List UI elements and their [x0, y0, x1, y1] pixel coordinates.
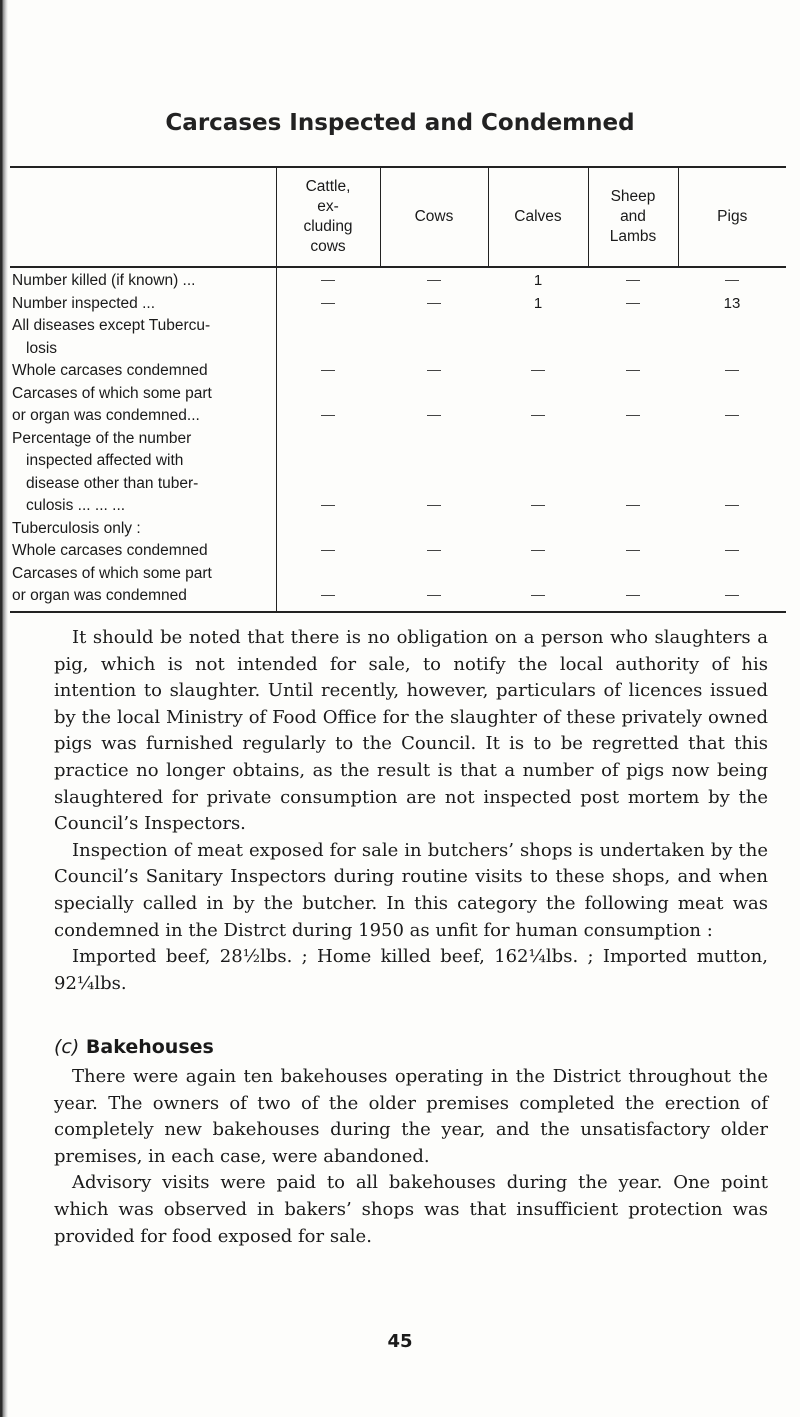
cell-value: [380, 428, 488, 518]
column-header: Sheep and Lambs: [588, 167, 678, 267]
inspection-table: [10, 166, 786, 613]
cell-value: [380, 383, 488, 428]
table-row: [10, 360, 786, 383]
row-label: Carcases of which some part or organ was condemned: [10, 563, 276, 612]
cell-value: [276, 540, 380, 563]
cell-value: [678, 315, 786, 360]
cell-value: [678, 428, 786, 518]
row-label: Carcases of which some part or organ was condemned...: [12, 384, 212, 424]
cell-value: [380, 293, 488, 316]
table-row: [10, 428, 786, 518]
cell-value: [488, 540, 588, 563]
paragraph: There were again ten bakehouses operating in the District throughout the year. The owners of two of the older premises completed the erection of completely new bakehouses during the year, and the unsatisfactory older premises, in each case, were abandoned.: [54, 1066, 768, 1167]
cell-value: [276, 518, 380, 541]
cell-value: [276, 315, 380, 360]
cell-value: [380, 267, 488, 293]
row-label: Whole carcases condemned: [12, 542, 208, 559]
cell-value: [380, 563, 488, 612]
cell-value: [588, 267, 678, 293]
paragraph: It should be noted that there is no obligation on a person who slaughters a pig, which is not intended for sale, to notify the local authority of his intention to slaughter. Until recently, however, particulars of licences issued by the local Ministry of Food Office for the slaughter of these privately owned pigs was furnished regularly to the Council. It is to be regretted that this practice no longer obtains, as the result is that a number of pigs now being slaughtered for private consumption are not inspected post mortem by the Council’s Inspectors.: [54, 627, 768, 835]
cell-value: [488, 428, 588, 518]
cell-value: [380, 360, 488, 383]
cell-value: [588, 540, 678, 563]
cell-value: [488, 383, 588, 428]
cell-value: [380, 518, 488, 541]
cell-value: [678, 383, 786, 428]
row-label: Number inspected ...: [12, 294, 156, 312]
cell-value: [588, 360, 678, 383]
row-label: Number killed (if known) ...: [12, 272, 196, 289]
bakehouses-paragraphs: [54, 1064, 768, 1250]
page-title: Carcases Inspected and Condemned: [165, 110, 635, 136]
page-number: 45: [387, 1331, 413, 1352]
cell-value: [678, 360, 786, 383]
cell-value: [678, 563, 786, 612]
table-row: [10, 315, 786, 360]
paragraph: Advisory visits were paid to all bakehouses during the year. One point which was observed in bakers’ shops was that insufficient protection was provided for food exposed for sale.: [54, 1172, 768, 1247]
body-paragraphs: [54, 625, 768, 997]
cell-value: [276, 383, 380, 428]
cell-value: [380, 315, 488, 360]
cell-value: [588, 563, 678, 612]
cell-value: [678, 267, 786, 293]
cell-value: [488, 360, 588, 383]
cell-value: [488, 563, 588, 612]
cell-value: [276, 428, 380, 518]
column-header: Cattle, ex- cluding cows: [276, 167, 380, 267]
column-header: Calves: [488, 167, 588, 267]
cell-value: [276, 360, 380, 383]
column-header: Cows: [380, 167, 488, 267]
cell-value: [588, 293, 678, 316]
cell-value: [588, 428, 678, 518]
cell-value: [276, 267, 380, 293]
cell-value: [678, 518, 786, 541]
cell-value: 13: [723, 294, 741, 312]
row-label: Whole carcases condemned: [12, 362, 208, 379]
table-row: [10, 267, 786, 293]
row-label: Percentage of the number inspected affected with disease other than tuber- culosis ... ... ...: [12, 429, 199, 514]
paragraph: Inspection of meat exposed for sale in butchers’ shops is undertaken by the Council’s Sanitary Inspectors during routine visits to these shops, and when specially called in by the butcher. In this category the following meat was condemned in the Distrct during 1950 as unfit for human consumption :: [54, 839, 768, 941]
cell-value: [380, 540, 488, 563]
column-header: Pigs: [678, 167, 786, 267]
table-row: [10, 518, 786, 541]
cell-value: [588, 315, 678, 360]
cell-value: [678, 540, 786, 563]
section-heading: (c) Bakehouses: [54, 1036, 214, 1058]
cell-value: [276, 563, 380, 612]
page-edge: [0, 0, 8, 1417]
cell-value: [488, 518, 588, 541]
table-header-row: [10, 167, 786, 267]
cell-value: [588, 383, 678, 428]
cell-value: [488, 315, 588, 360]
cell-value: 1: [533, 294, 543, 312]
paragraph: Imported beef, 28½lbs. ; Home killed beef, 162¼lbs. ; Imported mutton, 92¼lbs.: [54, 946, 768, 994]
table-row: [10, 540, 786, 563]
table-row: [10, 563, 786, 612]
cell-value: [276, 293, 380, 316]
header-blank: [10, 167, 276, 267]
cell-value: 1: [533, 272, 543, 289]
row-label: Tuberculosis only :: [12, 519, 141, 537]
cell-value: [588, 518, 678, 541]
row-label: All diseases except Tubercu- losis: [12, 317, 211, 357]
table-row: [10, 383, 786, 428]
table-row: [10, 293, 786, 316]
